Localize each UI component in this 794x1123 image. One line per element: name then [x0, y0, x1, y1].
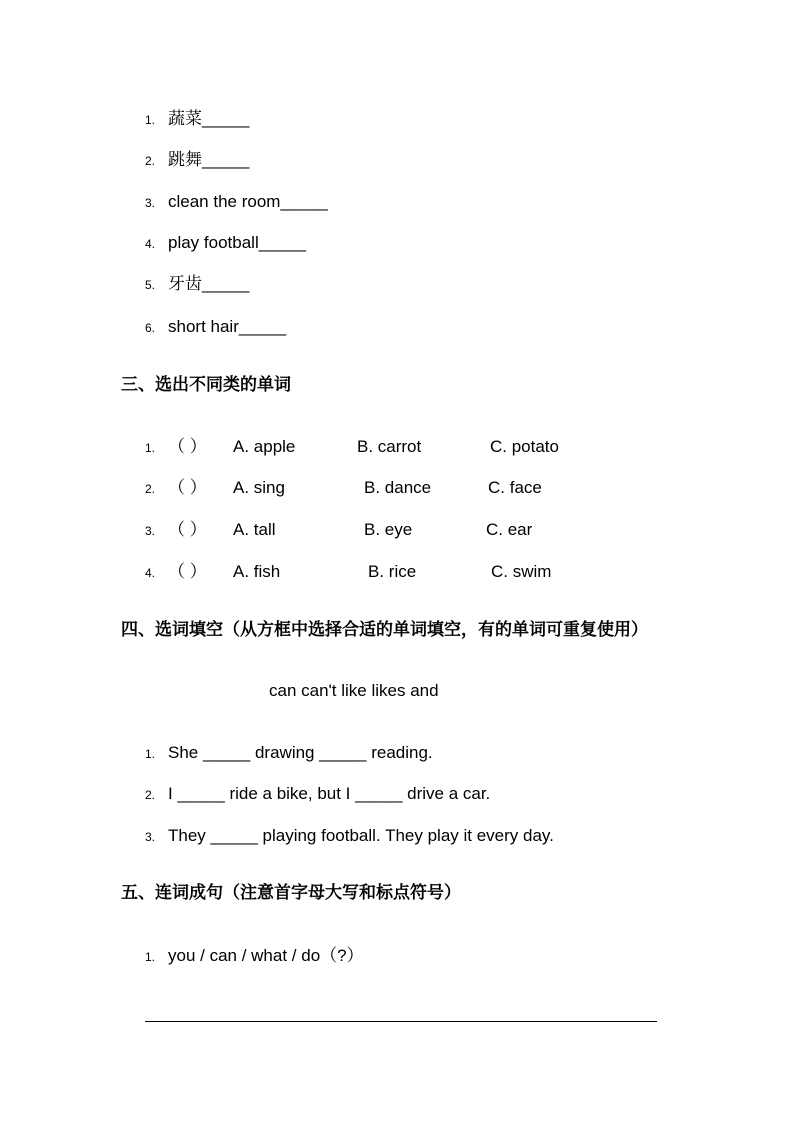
list-item: [145, 274, 249, 295]
list-item: [145, 150, 249, 171]
question-row: [145, 520, 207, 541]
option-a: A. tall: [233, 520, 276, 539]
item-number: 2.: [145, 154, 156, 168]
item-number: 1.: [145, 441, 156, 455]
list-item: [145, 946, 364, 967]
item-text: you / can / what / do（?）: [168, 946, 364, 965]
section-heading: 五、连词成句（注意首字母大写和标点符号）: [121, 883, 461, 902]
section-heading: 四、选词填空（从方框中选择合适的单词填空，有的单词可重复使用）: [121, 620, 648, 639]
item-text: short hair_____: [168, 317, 287, 336]
item-text: 蔬菜_____: [168, 109, 250, 128]
option-a: A. fish: [233, 562, 281, 581]
list-item: [145, 743, 433, 764]
word-bank: can can't like likes and: [269, 681, 439, 700]
question-row: [145, 562, 207, 583]
option-a: A. sing: [233, 478, 285, 497]
answer-parens: （ ）: [168, 520, 207, 539]
item-text: They _____ playing football. They play it every day.: [168, 826, 554, 845]
list-item: [145, 826, 554, 847]
list-item: [145, 109, 249, 130]
answer-parens: （ ）: [168, 562, 207, 581]
item-text: 跳舞_____: [168, 150, 250, 169]
item-number: 2.: [145, 788, 156, 802]
list-item: [145, 317, 286, 338]
option-b: B. carrot: [357, 437, 422, 456]
item-number: 1.: [145, 747, 156, 761]
list-item: [145, 192, 328, 213]
item-number: 2.: [145, 482, 156, 496]
section-heading: 三、选出不同类的单词: [121, 375, 291, 394]
item-number: 4.: [145, 237, 156, 251]
option-c: C. ear: [486, 520, 533, 539]
item-text: She _____ drawing _____ reading.: [168, 743, 433, 762]
item-number: 3.: [145, 524, 156, 538]
answer-parens: （ ）: [168, 478, 207, 497]
item-number: 1.: [145, 950, 156, 964]
item-number: 5.: [145, 278, 156, 292]
item-number: 3.: [145, 196, 156, 210]
answer-parens: （ ）: [168, 437, 207, 456]
list-item: [145, 233, 306, 254]
option-c: C. face: [488, 478, 542, 497]
list-item: [145, 784, 490, 805]
item-number: 6.: [145, 321, 156, 335]
item-number: 3.: [145, 830, 156, 844]
item-number: 4.: [145, 566, 156, 580]
option-c: C. potato: [490, 437, 559, 456]
item-text: 牙齿_____: [168, 274, 250, 293]
answer-line: [145, 1021, 657, 1022]
option-b: B. rice: [368, 562, 417, 581]
item-text: play football_____: [168, 233, 307, 252]
item-number: 1.: [145, 113, 156, 127]
option-a: A. apple: [233, 437, 296, 456]
item-text: I _____ ride a bike, but I _____ drive a car.: [168, 784, 491, 803]
option-b: B. eye: [364, 520, 413, 539]
question-row: [145, 478, 207, 499]
option-b: B. dance: [364, 478, 432, 497]
option-c: C. swim: [491, 562, 552, 581]
question-row: [145, 437, 207, 458]
item-text: clean the room_____: [168, 192, 328, 211]
